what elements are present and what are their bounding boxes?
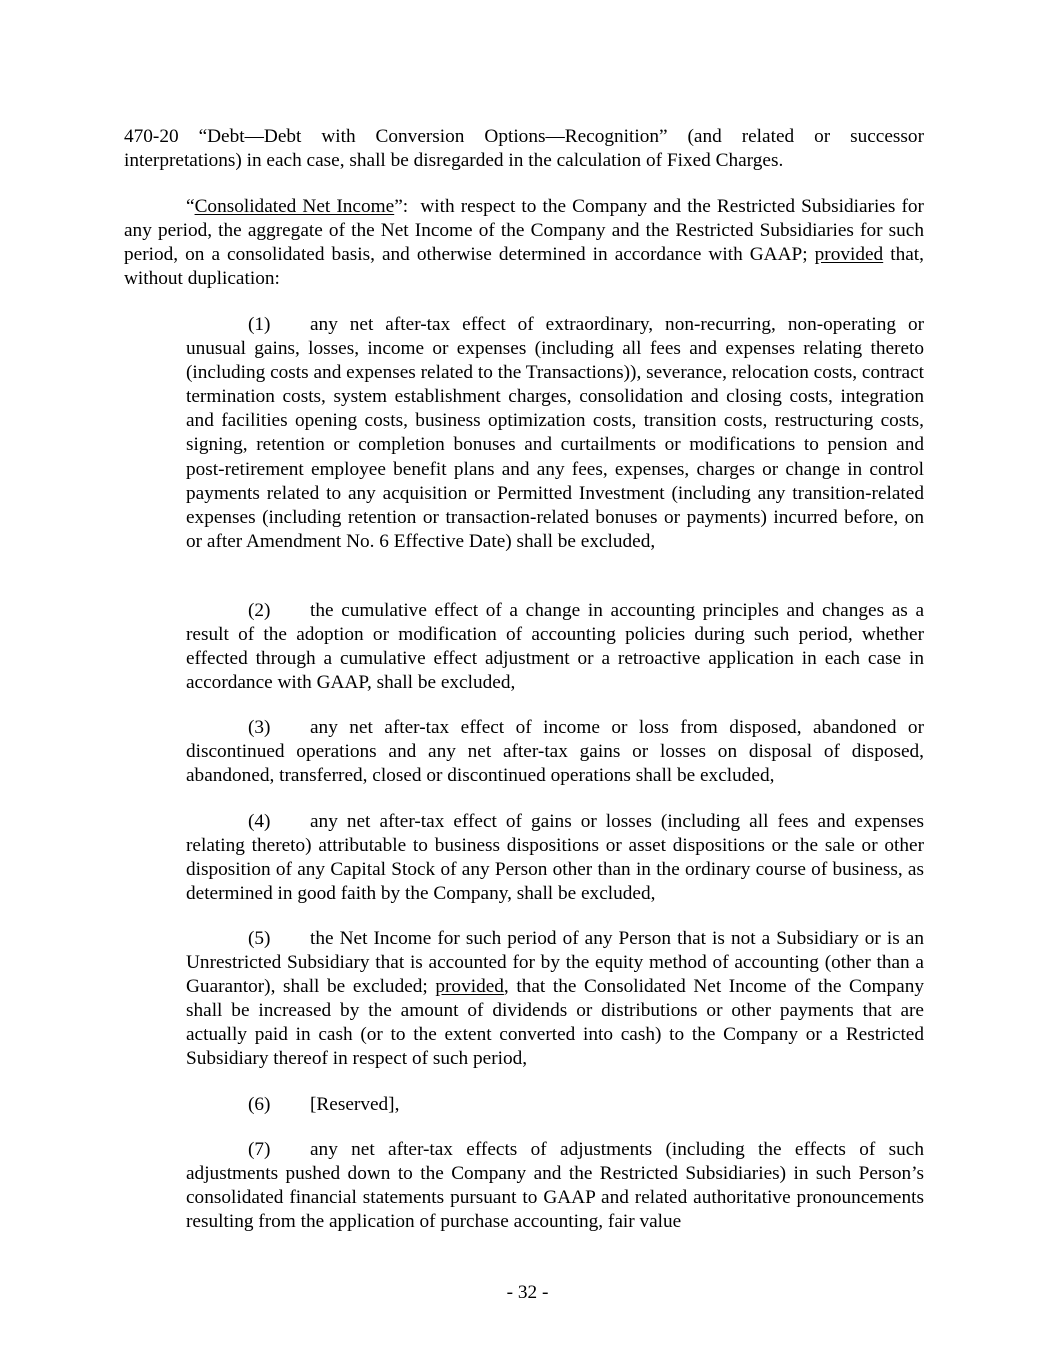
item-text: any net after-tax effect of income or loss from disposed, abandoned or discontinued operations and any net after-tax gains or losses on disposal of disposed, abandoned, transferred, closed or discontinued operations shall be excluded,: [186, 717, 924, 787]
item-number: (5): [248, 928, 271, 949]
item-number: (3): [248, 717, 271, 738]
definition-open-quote: “: [186, 196, 195, 217]
item-number: (1): [248, 314, 271, 335]
defined-term: Consolidated Net Income: [194, 196, 395, 217]
item-text: any net after-tax effect of extraordinary, non-recurring, non-operating or unusual gains, losses, income or expenses (including all fees and expenses relating thereto (including costs and expenses related to the Transactions)), severance, relocation costs, contract termination costs, system establishment charges, consolidation and closing costs, integration and facilities opening costs, business optimization costs, transition costs, restructuring costs, signing, retention or completion bonuses and curtailments or modifications to pension and post-retirement employee benefit plans and any fees, expenses, charges or change in control payments related to any acquisition or Permitted Investment (including any transition-related expenses (including retention or transaction-related bonuses or payments) incurred before, on or after Amendment No. 6 Effective Date) shall be excluded,: [186, 314, 924, 552]
item-number: (2): [248, 600, 271, 621]
definition-text: with respect to the Company and the Restricted Subsidiaries for any period, the aggregate of the Net Income of the Company and the Restricted Subsidiaries for such period, on a consolidated basis, and otherwise determined in accordance with GAAP;: [124, 196, 929, 266]
list-item: [186, 927, 929, 1072]
list-item: [186, 313, 924, 554]
item-text: the cumulative effect of a change in accounting principles and changes as a result of the adoption or modification of accounting policies during such period, whether effected through a cumulative effect adjustment or a retroactive application in each case in accordance with GAAP, shall be excluded,: [186, 600, 924, 694]
item-text: [Reserved],: [310, 1094, 400, 1115]
definition-close-quote: ”:: [394, 196, 409, 217]
list-item: [186, 599, 924, 695]
item-number: (7): [248, 1139, 271, 1160]
provided-term: provided: [435, 976, 504, 998]
list-item: [186, 810, 924, 906]
item-text: any net after-tax effects of adjustments (including the effects of such adjustments pushed down to the Company and the Restricted Subsidiaries) in such Person’s consolidated financial statements pursuant to GAAP and related authoritative pronouncements resulting from the application of purchase accounting, fair value: [186, 1139, 924, 1233]
continuation-paragraph: 470-20 “Debt—Debt with Conversion Options—Recognition” (and related or successor interpretations) in each case, shall be disregarded in the calculation of Fixed Charges.: [124, 126, 924, 172]
list-item: [186, 1138, 924, 1234]
definition-paragraph: [124, 195, 929, 291]
item-text: any net after-tax effect of gains or losses (including all fees and expenses relating thereto) attributable to business dispositions or asset dispositions or the sale or other disposition of any Capital Stock of any Person other than in the ordinary course of business, as determined in good faith by the Company, shall be excluded,: [186, 811, 924, 905]
item-text-end: , that the Consolidated Net Income of the Company shall be increased by the amount of dividends or distributions or other payments that are actually paid in cash (or to the extent converted into cash) to the Company or a Restricted Subsidiary thereof in respect of such period,: [186, 976, 925, 1070]
list-item: [186, 1093, 924, 1117]
definition-text-end: that, without duplication:: [124, 244, 924, 290]
item-text: the Net Income for such period of any Person that is not a Subsidiary or is an Unrestricted Subsidiary that is accounted for by the equity method of accounting (other than a Guarantor), shall be excluded;: [186, 928, 929, 998]
item-number: (4): [248, 811, 271, 832]
list-item: [186, 716, 924, 788]
item-number: (6): [248, 1094, 271, 1115]
page-number: - 32 -: [506, 1282, 549, 1303]
provided-term: provided: [814, 244, 884, 266]
